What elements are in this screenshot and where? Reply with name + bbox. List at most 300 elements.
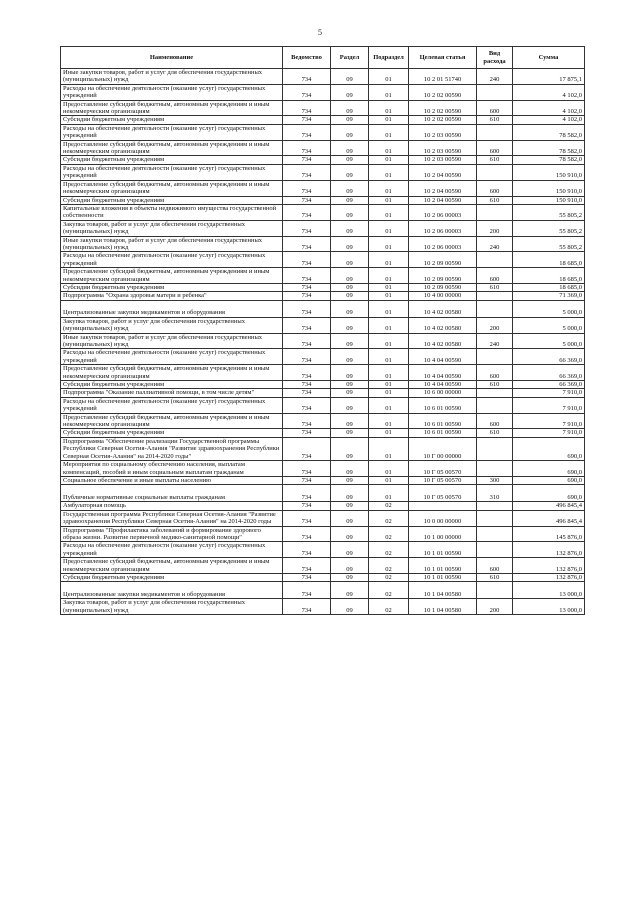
cell-vedomstvo: 734 <box>283 437 331 460</box>
cell-summa: 66 369,0 <box>513 365 585 381</box>
cell-celevaya-statya: 10 2 04 00590 <box>409 180 477 196</box>
table-row <box>61 100 585 116</box>
cell-celevaya-statya: 10 2 06 00003 <box>409 220 477 236</box>
cell-celevaya-statya: 10 2 04 00590 <box>409 196 477 204</box>
cell-celevaya-statya: 10 2 03 00590 <box>409 124 477 140</box>
cell-summa: 150 910,0 <box>513 180 585 196</box>
cell-vedomstvo: 734 <box>283 196 331 204</box>
cell-name: Иные закупки товаров, работ и услуг для обеспечения государственных (муниципальных) нужд <box>61 236 283 252</box>
cell-razdel: 09 <box>331 437 369 460</box>
cell-vedomstvo: 734 <box>283 124 331 140</box>
cell-summa: 5 000,0 <box>513 333 585 349</box>
cell-razdel: 09 <box>331 582 369 599</box>
table-row <box>61 283 585 291</box>
cell-celevaya-statya: 10 4 02 00580 <box>409 300 477 317</box>
cell-razdel: 09 <box>331 397 369 413</box>
cell-summa: 150 910,0 <box>513 196 585 204</box>
cell-name: Иные закупки товаров, работ и услуг для обеспечения государственных (муниципальных) нужд <box>61 69 283 85</box>
cell-vedomstvo: 734 <box>283 180 331 196</box>
cell-razdel: 09 <box>331 485 369 502</box>
cell-vid-raskhoda: 600 <box>477 100 513 116</box>
header-podrazdel: Подраздел <box>369 47 409 69</box>
cell-podrazdel: 01 <box>369 389 409 397</box>
table-row <box>61 381 585 389</box>
cell-vid-raskhoda <box>477 510 513 526</box>
cell-vedomstvo: 734 <box>283 204 331 220</box>
table-row <box>61 558 585 574</box>
table-row <box>61 437 585 460</box>
cell-vedomstvo: 734 <box>283 526 331 542</box>
cell-vid-raskhoda: 610 <box>477 156 513 164</box>
cell-summa: 18 685,0 <box>513 268 585 284</box>
cell-razdel: 09 <box>331 526 369 542</box>
cell-vid-raskhoda: 600 <box>477 140 513 156</box>
cell-vedomstvo: 734 <box>283 116 331 124</box>
cell-name: Амбулаторная помощь <box>61 502 283 510</box>
cell-name: Предоставление субсидий бюджетным, автономным учреждениям и иным некоммерческим организациям <box>61 413 283 429</box>
cell-celevaya-statya: 10 6 01 00590 <box>409 413 477 429</box>
table-row <box>61 599 585 615</box>
cell-razdel: 09 <box>331 292 369 300</box>
table-row <box>61 510 585 526</box>
cell-name: Расходы на обеспечение деятельности (оказание услуг) государственных учреждений <box>61 252 283 268</box>
cell-podrazdel: 01 <box>369 204 409 220</box>
cell-razdel: 09 <box>331 429 369 437</box>
cell-razdel: 09 <box>331 461 369 477</box>
cell-razdel: 09 <box>331 124 369 140</box>
cell-celevaya-statya: 10 1 04 00580 <box>409 582 477 599</box>
cell-vedomstvo: 734 <box>283 573 331 581</box>
cell-name: Субсидии бюджетным учреждениям <box>61 429 283 437</box>
cell-vid-raskhoda <box>477 542 513 558</box>
cell-razdel: 09 <box>331 69 369 85</box>
cell-summa: 71 369,0 <box>513 292 585 300</box>
cell-name: Капитальные вложения в объекты недвижимого имущества государственной собственности <box>61 204 283 220</box>
cell-name: Субсидии бюджетным учреждениям <box>61 381 283 389</box>
cell-name: Расходы на обеспечение деятельности (оказание услуг) государственных учреждений <box>61 349 283 365</box>
cell-name: Подпрограмма "Обеспечение реализации Государственной программы Республики Северная Осетия-Алания "Развитие здравоохранения Республики Северная Осетия-Алания" на 2014-2020 годы" <box>61 437 283 460</box>
cell-podrazdel: 01 <box>369 283 409 291</box>
cell-summa: 18 685,0 <box>513 283 585 291</box>
cell-razdel: 09 <box>331 180 369 196</box>
cell-vid-raskhoda <box>477 389 513 397</box>
cell-summa: 496 845,4 <box>513 502 585 510</box>
cell-celevaya-statya: 10 1 01 00590 <box>409 542 477 558</box>
cell-name: Закупка товаров, работ и услуг для обеспечения государственных (муниципальных) нужд <box>61 599 283 615</box>
cell-podrazdel: 01 <box>369 429 409 437</box>
cell-razdel: 09 <box>331 317 369 333</box>
cell-vid-raskhoda: 200 <box>477 599 513 615</box>
cell-podrazdel: 01 <box>369 140 409 156</box>
cell-vid-raskhoda: 600 <box>477 413 513 429</box>
cell-podrazdel: 01 <box>369 317 409 333</box>
cell-name: Социальное обеспечение и иные выплаты населению <box>61 476 283 484</box>
table-row <box>61 84 585 100</box>
cell-vedomstvo: 734 <box>283 156 331 164</box>
cell-razdel: 09 <box>331 164 369 180</box>
cell-podrazdel: 01 <box>369 252 409 268</box>
table-row <box>61 542 585 558</box>
cell-summa: 132 876,0 <box>513 558 585 574</box>
cell-summa: 17 875,1 <box>513 69 585 85</box>
cell-celevaya-statya: 10 2 02 00590 <box>409 84 477 100</box>
cell-summa: 496 845,4 <box>513 510 585 526</box>
cell-name: Иные закупки товаров, работ и услуг для обеспечения государственных (муниципальных) нужд <box>61 333 283 349</box>
cell-razdel: 09 <box>331 283 369 291</box>
cell-vid-raskhoda: 610 <box>477 573 513 581</box>
cell-summa: 5 000,0 <box>513 317 585 333</box>
cell-name: Предоставление субсидий бюджетным, автономным учреждениям и иным некоммерческим организациям <box>61 365 283 381</box>
cell-vedomstvo: 734 <box>283 292 331 300</box>
cell-razdel: 09 <box>331 349 369 365</box>
cell-podrazdel: 01 <box>369 349 409 365</box>
cell-vid-raskhoda <box>477 292 513 300</box>
cell-name: Подпрограмма "Оказание паллиативной помощи, в том числе детям" <box>61 389 283 397</box>
table-header <box>61 47 585 69</box>
cell-vid-raskhoda: 600 <box>477 180 513 196</box>
cell-name: Закупка товаров, работ и услуг для обеспечения государственных (муниципальных) нужд <box>61 317 283 333</box>
cell-summa: 132 876,0 <box>513 573 585 581</box>
cell-razdel: 09 <box>331 236 369 252</box>
cell-podrazdel: 01 <box>369 365 409 381</box>
cell-celevaya-statya: 10 4 02 00580 <box>409 317 477 333</box>
cell-vid-raskhoda: 610 <box>477 116 513 124</box>
cell-vid-raskhoda: 240 <box>477 236 513 252</box>
cell-name: Закупка товаров, работ и услуг для обеспечения государственных (муниципальных) нужд <box>61 220 283 236</box>
cell-podrazdel: 01 <box>369 124 409 140</box>
table-row <box>61 397 585 413</box>
cell-razdel: 09 <box>331 300 369 317</box>
cell-name: Субсидии бюджетным учреждениям <box>61 196 283 204</box>
cell-name: Централизованные закупки медикаментов и оборудования <box>61 582 283 599</box>
cell-razdel: 09 <box>331 381 369 389</box>
cell-name: Централизованные закупки медикаментов и оборудования <box>61 300 283 317</box>
cell-celevaya-statya: 10 4 04 00590 <box>409 381 477 389</box>
cell-name: Субсидии бюджетным учреждениям <box>61 283 283 291</box>
table-row <box>61 268 585 284</box>
cell-vedomstvo: 734 <box>283 389 331 397</box>
cell-vid-raskhoda <box>477 300 513 317</box>
cell-podrazdel: 01 <box>369 268 409 284</box>
cell-vid-raskhoda <box>477 461 513 477</box>
cell-name: Предоставление субсидий бюджетным, автономным учреждениям и иным некоммерческим организациям <box>61 558 283 574</box>
budget-table <box>60 46 585 615</box>
cell-podrazdel: 02 <box>369 558 409 574</box>
cell-summa: 4 102,0 <box>513 116 585 124</box>
cell-razdel: 09 <box>331 542 369 558</box>
cell-name: Публичные нормативные социальные выплаты гражданам <box>61 485 283 502</box>
cell-vedomstvo: 734 <box>283 599 331 615</box>
cell-vedomstvo: 734 <box>283 268 331 284</box>
cell-podrazdel: 01 <box>369 156 409 164</box>
cell-name: Расходы на обеспечение деятельности (оказание услуг) государственных учреждений <box>61 542 283 558</box>
cell-podrazdel: 01 <box>369 116 409 124</box>
cell-celevaya-statya: 10 2 02 00590 <box>409 116 477 124</box>
cell-name: Субсидии бюджетным учреждениям <box>61 573 283 581</box>
table-row <box>61 140 585 156</box>
table-row <box>61 526 585 542</box>
table-body <box>61 69 585 615</box>
cell-razdel: 09 <box>331 204 369 220</box>
cell-podrazdel: 02 <box>369 542 409 558</box>
table-row <box>61 461 585 477</box>
table-row <box>61 116 585 124</box>
cell-summa: 66 369,0 <box>513 381 585 389</box>
cell-summa: 4 102,0 <box>513 84 585 100</box>
cell-celevaya-statya: 10 2 02 00590 <box>409 100 477 116</box>
cell-razdel: 09 <box>331 510 369 526</box>
header-name: Наименование <box>61 47 283 69</box>
cell-celevaya-statya: 10 2 09 00590 <box>409 268 477 284</box>
cell-summa: 55 805,2 <box>513 236 585 252</box>
cell-podrazdel: 02 <box>369 573 409 581</box>
cell-celevaya-statya: 10 6 01 00590 <box>409 397 477 413</box>
cell-name: Предоставление субсидий бюджетным, автономным учреждениям и иным некоммерческим организациям <box>61 100 283 116</box>
cell-vedomstvo: 734 <box>283 429 331 437</box>
cell-vedomstvo: 734 <box>283 582 331 599</box>
cell-podrazdel: 01 <box>369 220 409 236</box>
table-row <box>61 485 585 502</box>
cell-vedomstvo: 734 <box>283 140 331 156</box>
table-row <box>61 156 585 164</box>
cell-celevaya-statya: 10 2 03 00590 <box>409 140 477 156</box>
cell-podrazdel: 02 <box>369 526 409 542</box>
cell-summa: 13 000,0 <box>513 599 585 615</box>
cell-vedomstvo: 734 <box>283 100 331 116</box>
cell-name: Расходы на обеспечение деятельности (оказание услуг) государственных учреждений <box>61 84 283 100</box>
cell-summa: 78 582,0 <box>513 156 585 164</box>
cell-vedomstvo: 734 <box>283 283 331 291</box>
table-row <box>61 389 585 397</box>
cell-podrazdel: 01 <box>369 485 409 502</box>
header-vid-raskhoda: Вид расхода <box>477 47 513 69</box>
table-row <box>61 292 585 300</box>
cell-podrazdel: 01 <box>369 413 409 429</box>
cell-celevaya-statya: 10 6 01 00590 <box>409 429 477 437</box>
cell-podrazdel: 01 <box>369 84 409 100</box>
table-row <box>61 69 585 85</box>
cell-celevaya-statya: 10 Г 05 00570 <box>409 485 477 502</box>
table-row <box>61 429 585 437</box>
cell-summa: 7 910,0 <box>513 413 585 429</box>
cell-summa: 55 805,2 <box>513 220 585 236</box>
cell-name: Расходы на обеспечение деятельности (оказание услуг) государственных учреждений <box>61 164 283 180</box>
cell-podrazdel: 01 <box>369 461 409 477</box>
cell-celevaya-statya: 10 1 04 00580 <box>409 599 477 615</box>
cell-razdel: 09 <box>331 573 369 581</box>
cell-razdel: 09 <box>331 599 369 615</box>
cell-celevaya-statya: 10 4 00 00000 <box>409 292 477 300</box>
cell-razdel: 09 <box>331 333 369 349</box>
cell-summa: 78 582,0 <box>513 124 585 140</box>
cell-vedomstvo: 734 <box>283 461 331 477</box>
cell-vedomstvo: 734 <box>283 381 331 389</box>
cell-vid-raskhoda: 200 <box>477 220 513 236</box>
table-row <box>61 582 585 599</box>
cell-summa: 78 582,0 <box>513 140 585 156</box>
cell-razdel: 09 <box>331 365 369 381</box>
cell-name: Субсидии бюджетным учреждениям <box>61 116 283 124</box>
cell-podrazdel: 01 <box>369 292 409 300</box>
table-row <box>61 476 585 484</box>
cell-celevaya-statya: 10 2 09 00590 <box>409 283 477 291</box>
cell-vid-raskhoda <box>477 124 513 140</box>
cell-vid-raskhoda <box>477 349 513 365</box>
cell-summa: 18 685,0 <box>513 252 585 268</box>
cell-razdel: 09 <box>331 140 369 156</box>
table-row <box>61 164 585 180</box>
table-row <box>61 317 585 333</box>
cell-celevaya-statya: 10 4 04 00590 <box>409 365 477 381</box>
cell-name: Государственная программа Республики Северная Осетия-Алания "Развитие здравоохранения Республики Северная Осетия-Алания" на 2014-2020 годы <box>61 510 283 526</box>
cell-razdel: 09 <box>331 156 369 164</box>
cell-podrazdel: 01 <box>369 180 409 196</box>
cell-razdel: 09 <box>331 413 369 429</box>
cell-vid-raskhoda: 240 <box>477 69 513 85</box>
cell-podrazdel: 01 <box>369 397 409 413</box>
cell-podrazdel: 01 <box>369 196 409 204</box>
table-row <box>61 502 585 510</box>
cell-vid-raskhoda: 200 <box>477 317 513 333</box>
cell-podrazdel: 01 <box>369 69 409 85</box>
cell-summa: 55 805,2 <box>513 204 585 220</box>
cell-vedomstvo: 734 <box>283 485 331 502</box>
cell-vid-raskhoda <box>477 437 513 460</box>
cell-podrazdel: 01 <box>369 381 409 389</box>
cell-vid-raskhoda <box>477 502 513 510</box>
cell-razdel: 09 <box>331 100 369 116</box>
cell-celevaya-statya: 10 Г 05 00570 <box>409 461 477 477</box>
cell-podrazdel: 01 <box>369 333 409 349</box>
cell-vid-raskhoda <box>477 164 513 180</box>
cell-celevaya-statya: 10 4 04 00590 <box>409 349 477 365</box>
table-row <box>61 196 585 204</box>
cell-summa: 690,0 <box>513 461 585 477</box>
cell-podrazdel: 02 <box>369 510 409 526</box>
cell-name: Расходы на обеспечение деятельности (оказание услуг) государственных учреждений <box>61 397 283 413</box>
header-summa: Сумма <box>513 47 585 69</box>
cell-razdel: 09 <box>331 116 369 124</box>
cell-celevaya-statya: 10 Г 05 00570 <box>409 476 477 484</box>
cell-summa: 690,0 <box>513 476 585 484</box>
cell-vid-raskhoda: 300 <box>477 476 513 484</box>
cell-summa: 7 910,0 <box>513 429 585 437</box>
cell-vedomstvo: 734 <box>283 558 331 574</box>
cell-summa: 7 910,0 <box>513 389 585 397</box>
cell-vid-raskhoda: 610 <box>477 283 513 291</box>
cell-podrazdel: 01 <box>369 100 409 116</box>
cell-vedomstvo: 734 <box>283 300 331 317</box>
table-row <box>61 252 585 268</box>
cell-podrazdel: 01 <box>369 164 409 180</box>
table-row <box>61 236 585 252</box>
cell-podrazdel: 01 <box>369 236 409 252</box>
cell-vid-raskhoda <box>477 397 513 413</box>
cell-vedomstvo: 734 <box>283 317 331 333</box>
cell-summa: 66 369,0 <box>513 349 585 365</box>
cell-vid-raskhoda: 600 <box>477 365 513 381</box>
cell-razdel: 09 <box>331 220 369 236</box>
cell-podrazdel: 02 <box>369 599 409 615</box>
cell-name: Субсидии бюджетным учреждениям <box>61 156 283 164</box>
cell-celevaya-statya: 10 1 01 00590 <box>409 573 477 581</box>
cell-podrazdel: 01 <box>369 476 409 484</box>
table-row <box>61 365 585 381</box>
header-razdel: Раздел <box>331 47 369 69</box>
cell-celevaya-statya: 10 2 06 00003 <box>409 204 477 220</box>
cell-podrazdel: 02 <box>369 582 409 599</box>
cell-summa: 7 910,0 <box>513 397 585 413</box>
cell-celevaya-statya: 10 1 01 00590 <box>409 558 477 574</box>
cell-celevaya-statya: 10 2 04 00590 <box>409 164 477 180</box>
table-row <box>61 204 585 220</box>
cell-celevaya-statya: 10 0 00 00000 <box>409 510 477 526</box>
cell-celevaya-statya: 10 2 06 00003 <box>409 236 477 252</box>
cell-name: Подпрограмма "Охрана здоровья матери и ребенка" <box>61 292 283 300</box>
cell-summa: 13 000,0 <box>513 582 585 599</box>
cell-summa: 690,0 <box>513 437 585 460</box>
cell-name: Предоставление субсидий бюджетным, автономным учреждениям и иным некоммерческим организациям <box>61 180 283 196</box>
cell-vedomstvo: 734 <box>283 164 331 180</box>
cell-vid-raskhoda: 610 <box>477 429 513 437</box>
table-row <box>61 333 585 349</box>
table-row <box>61 300 585 317</box>
cell-vedomstvo: 734 <box>283 476 331 484</box>
cell-razdel: 09 <box>331 558 369 574</box>
cell-vedomstvo: 734 <box>283 365 331 381</box>
cell-vedomstvo: 734 <box>283 220 331 236</box>
cell-vid-raskhoda: 610 <box>477 381 513 389</box>
cell-summa: 145 876,0 <box>513 526 585 542</box>
table-row <box>61 220 585 236</box>
table-row <box>61 124 585 140</box>
page-number: 5 <box>318 28 322 37</box>
header-celevaya-statya: Целевая статья <box>409 47 477 69</box>
cell-summa: 4 102,0 <box>513 100 585 116</box>
cell-vid-raskhoda <box>477 526 513 542</box>
cell-name: Мероприятия по социальному обеспечению населения, выплатам компенсаций, пособий и иным социальным выплатам гражданам <box>61 461 283 477</box>
cell-podrazdel: 02 <box>369 502 409 510</box>
cell-summa: 690,0 <box>513 485 585 502</box>
cell-razdel: 09 <box>331 84 369 100</box>
cell-name: Подпрограмма "Профилактика заболеваний и формирование здорового образа жизни. Развитие первичной медико-санитарной помощи" <box>61 526 283 542</box>
cell-vedomstvo: 734 <box>283 252 331 268</box>
cell-vid-raskhoda: 600 <box>477 558 513 574</box>
cell-razdel: 09 <box>331 502 369 510</box>
cell-vid-raskhoda <box>477 84 513 100</box>
cell-celevaya-statya: 10 2 09 00590 <box>409 252 477 268</box>
cell-celevaya-statya: 10 1 00 00000 <box>409 526 477 542</box>
cell-vedomstvo: 734 <box>283 333 331 349</box>
cell-vedomstvo: 734 <box>283 397 331 413</box>
table-row <box>61 573 585 581</box>
table-row <box>61 349 585 365</box>
cell-razdel: 09 <box>331 389 369 397</box>
cell-celevaya-statya: 10 2 03 00590 <box>409 156 477 164</box>
cell-celevaya-statya: 10 4 02 00580 <box>409 333 477 349</box>
cell-podrazdel: 01 <box>369 300 409 317</box>
cell-celevaya-statya: 10 2 01 51740 <box>409 69 477 85</box>
cell-vedomstvo: 734 <box>283 84 331 100</box>
cell-summa: 5 000,0 <box>513 300 585 317</box>
cell-vid-raskhoda <box>477 582 513 599</box>
cell-name: Предоставление субсидий бюджетным, автономным учреждениям и иным некоммерческим организациям <box>61 140 283 156</box>
cell-vid-raskhoda: 310 <box>477 485 513 502</box>
cell-vedomstvo: 734 <box>283 510 331 526</box>
cell-vid-raskhoda <box>477 252 513 268</box>
cell-name: Расходы на обеспечение деятельности (оказание услуг) государственных учреждений <box>61 124 283 140</box>
cell-vid-raskhoda: 600 <box>477 268 513 284</box>
